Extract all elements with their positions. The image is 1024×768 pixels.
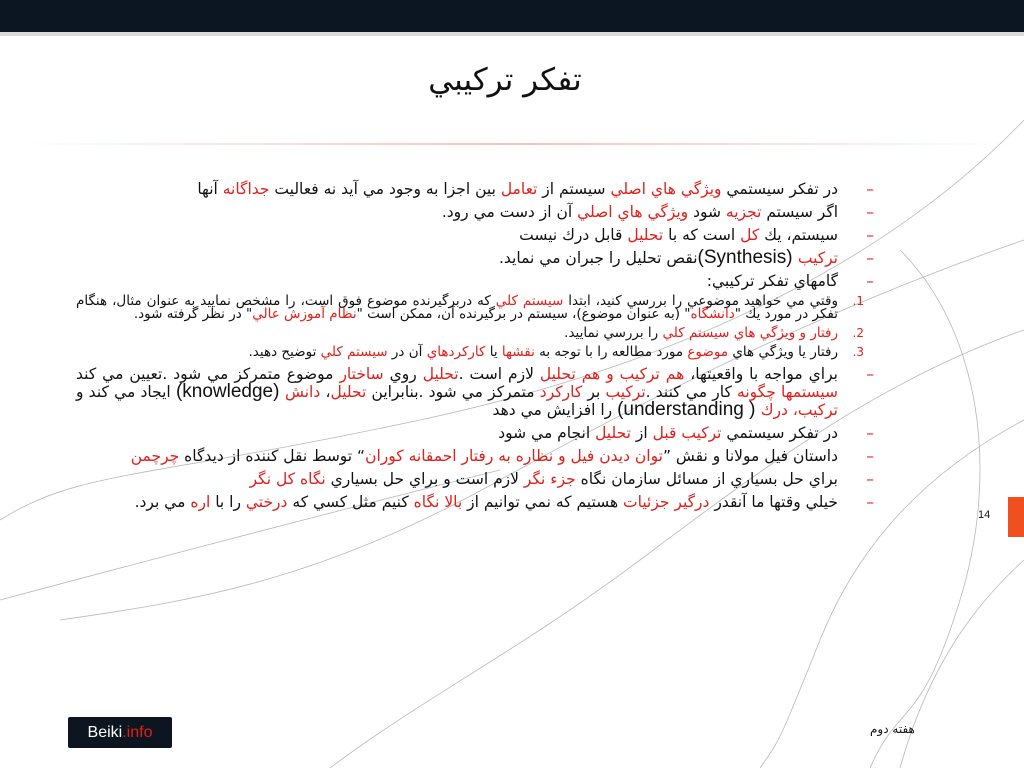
dash-icon: – bbox=[866, 203, 874, 221]
step-1: 1. وقتي مي خواهيد موضوعي را بررسي كنيد، ابتدا سيستم كلي كه دربرگيرنده موضوع فوق است، را مشخص نماييد به عنوان مثال، هنگام تفكر در مورد يك "دانشگاه" (به عنوان موضوع)، سيستم در برگيرنده آن، ممكن است "نظام آموزش عالي" در نظر گرفته شود. bbox=[76, 293, 864, 322]
bullet-3: – سيستم، يك كل است كه با تحليل قابل درك نيست bbox=[519, 226, 874, 244]
dash-icon: – bbox=[866, 493, 874, 511]
dash-icon: – bbox=[866, 272, 874, 290]
dash-icon: – bbox=[866, 447, 874, 465]
bullet-2: – اگر سيستم تجزيه شود ويژگي هاي اصلي آن از دست مي رود. bbox=[441, 203, 874, 221]
page-marker-tab bbox=[1008, 497, 1024, 537]
dash-icon: – bbox=[866, 470, 874, 488]
beiki-logo: Beiki.info bbox=[68, 717, 172, 748]
bullet-1: – در تفكر سيستمي ويژگي هاي اصلي سيستم از تعامل بين اجزا به وجود مي آيد نه فعاليت جداگانه آنها bbox=[197, 180, 874, 198]
bullet-6: – براي مواجه با واقعيتها، هم تركيب و هم تحليل لازم است .تحليل روي ساختار موضوع متمركز مي شود .تعيين مي كند سيستمها چگونه كار مي كنند .تركيب بر كاركرد متمركز مي شود .بنابراين تحليل، دانش (knowledge) ايجاد مي كند و تركيب، درك ( understanding) را افزايش مي دهد bbox=[76, 365, 874, 420]
dash-icon: – bbox=[866, 249, 874, 267]
slide-title: تفكر تركيبي bbox=[428, 62, 582, 98]
bullet-4: – تركيب (Synthesis)نقص تحليل را جبران مي نمايد. bbox=[498, 247, 874, 268]
slide-body bbox=[76, 180, 874, 516]
dash-icon: – bbox=[866, 226, 874, 244]
bullet-8: – داستان فيل مولانا و نقش ”توان ديدن فيل و نظاره به رفتار احمقانه كوران“ توسط نقل كننده از ديدگاه چرچمن bbox=[130, 447, 874, 465]
step-3: 3. رفتار يا ويژگي هاي موضوع مورد مطالعه را با توجه به نقشها يا كاركردهاي آن در سيستم كلي توضيح دهيد. bbox=[248, 344, 864, 360]
title-rule bbox=[20, 143, 1010, 145]
page-number: 14 bbox=[978, 509, 991, 521]
footer-week-label: هفته دوم bbox=[870, 722, 915, 736]
bullet-10: – خيلي وقتها ما آنقدر درگير جزئيات هستيم كه نمي توانيم از بالا نگاه كنيم مثل كسي كه درختي را با اره مي برد. bbox=[134, 493, 874, 511]
bullet-7: – در تفكر سيستمي تركيب قبل از تحليل انجام مي شود bbox=[498, 424, 874, 442]
dash-icon: – bbox=[866, 180, 874, 198]
step-2: 2. رفتار و ويژگي هاي سيستم كلي را بررسي نماييد. bbox=[564, 325, 864, 341]
bullet-9: – براي حل بسياري از مسائل سازمان نگاه جزء نگر لازم است و براي حل بسياري نگاه كل نگر bbox=[249, 470, 874, 488]
bullet-5: – گامهاي تفكر تركيبي: bbox=[706, 272, 874, 290]
dash-icon: – bbox=[866, 424, 874, 442]
dash-icon: – bbox=[866, 365, 874, 383]
